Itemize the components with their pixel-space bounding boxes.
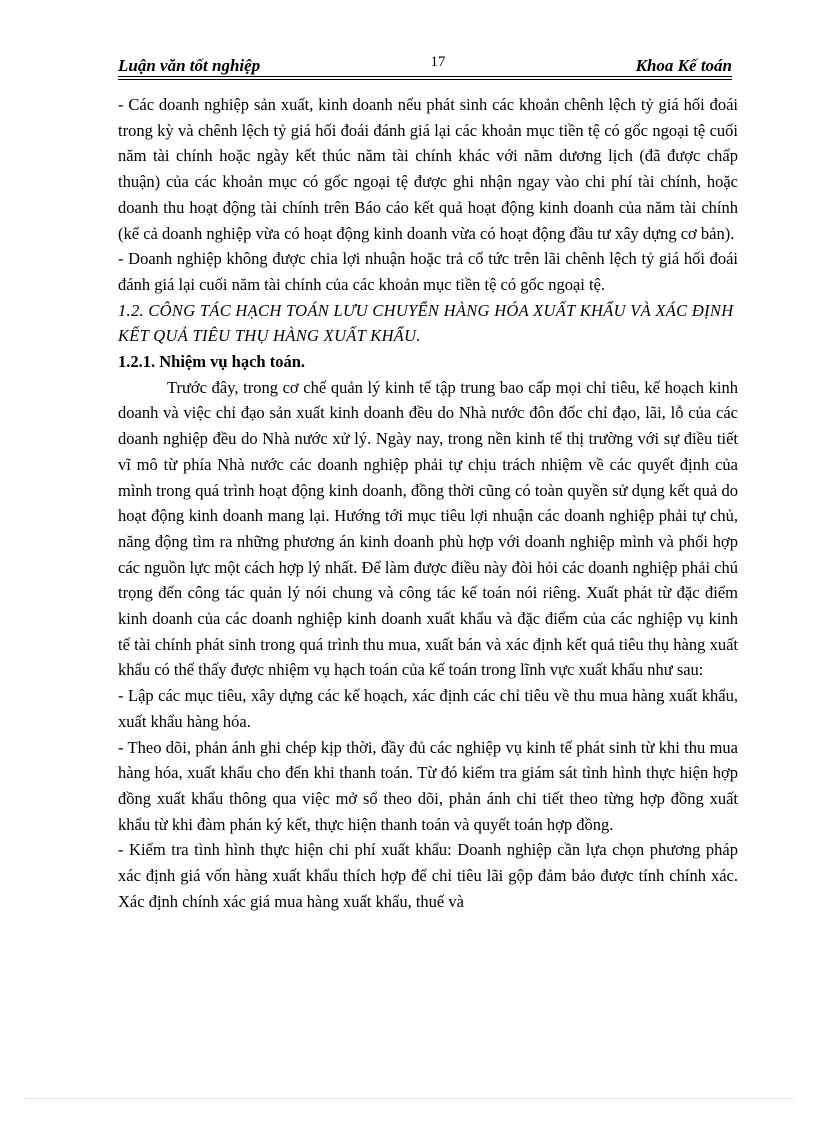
header-rule-thick [118,76,732,77]
page-body [118,92,738,915]
subsection-heading: 1.2.1. Nhiệm vụ hạch toán. [118,352,306,372]
page-number: 17 [430,54,446,70]
paragraph-accounting-tasks-intro: Trước đây, trong cơ chế quản lý kinh tế tập trung bao cấp mọi chỉ tiêu, kế hoạch kinh doanh và việc chỉ đạo sản xuất kinh doanh đều do Nhà nước đôn đốc chỉ đạo, lãi, lỗ của các doanh nghiệp đều do Nhà nước xử lý. Ngày nay, trong nền kinh tế thị trường với sự điều tiết vĩ mô từ phía Nhà nước các doanh nghiệp phải tự chịu trách nhiệm về các quyết định của mình trong quá trình hoạt động kinh doanh, đồng thời cũng có toàn quyền sử dụng kết quả do hoạt động kinh doanh mang lại. Hướng tới mục tiêu lợi nhuận các doanh nghiệp phải tự chủ, năng động tìm ra những phương án kinh doanh phù hợp với doanh nghiệp mình và phối hợp các nguồn lực một cách hợp lý nhất. Để làm được điều này đòi hỏi các doanh nghiệp phải chú trọng đến công tác quản lý nói chung và công tác kế toán nói riêng. Xuất phát từ đặc điểm kinh doanh của các doanh nghiệp kinh doanh xuất khẩu và đặc điểm của các nghiệp vụ kinh tế tài chính phát sinh trong quá trình thu mua, xuất bán và xác định kết quả tiêu thụ hàng xuất khẩu có thể thấy được nhiệm vụ hạch toán của kế toán trong lĩnh vực xuất khẩu như sau: [118,377,738,680]
page-bottom-border [24,1098,794,1099]
header-rule-thin [118,79,732,80]
paragraph-task-monitoring: - Theo dõi, phản ánh ghi chép kịp thời, đầy đủ các nghiệp vụ kinh tế phát sinh từ khi thu mua hàng hóa, xuất khẩu cho đến khi thanh toán. Từ đó kiểm tra giám sát tình hình thực hiện hợp đồng xuất khẩu thông qua việc mở sổ theo dõi, phản ánh chi tiết theo từng hợp đồng xuất khẩu từ khi đàm phán ký kết, thực hiện thanh toán và quyết toán hợp đồng. [118,737,738,834]
paragraph-exchange-rate-differences: - Các doanh nghiệp sản xuất, kinh doanh nếu phát sinh các khoản chênh lệch tỷ giá hối đoái trong kỳ và chênh lệch tỷ giá hối đoái đánh giá lại các khoản mục tiền tệ có gốc ngoại tệ cuối năm tài chính hoặc ngày kết thúc năm tài chính khác với năm dương lịch (đã được chấp thuận) của các khoản mục có gốc ngoại tệ được ghi nhận ngay vào chi phí tài chính, hoặc doanh thu hoạt động tài chính trên Báo cáo kết quả hoạt động kinh doanh của năm tài chính (kể cả doanh nghiệp vừa có hoạt động kinh doanh vừa có hoạt động đầu tư xây dựng cơ bản). [118,95,738,243]
paragraph-profit-distribution: - Doanh nghiệp không được chia lợi nhuận hoặc trả cổ tức trên lãi chênh lệch tỷ giá hối đoái đánh giá lại cuối năm tài chính của các khoản mục tiền tệ có gốc ngoại tệ. [118,249,738,294]
paragraph-task-planning: - Lập các mục tiêu, xây dựng các kế hoạch, xác định các chỉ tiêu về thu mua hàng xuất khẩu, xuất khẩu hàng hóa. [118,686,738,731]
section-heading: 1.2. CÔNG TÁC HẠCH TOÁN LƯU CHUYỂN HÀNG HÓA XUẤT KHẨU VÀ XÁC ĐỊNH KẾT QUẢ TIÊU THỤ HÀNG XUẤT KHẨU. [118,300,734,346]
header-faculty: Khoa Kế toán [635,56,732,75]
header-thesis-title: Luận văn tốt nghiệp [118,56,261,75]
page-header [118,52,732,78]
paragraph-task-cost-control: - Kiểm tra tình hình thực hiện chi phí xuất khẩu: Doanh nghiệp cần lựa chọn phương pháp xác định giá vốn hàng xuất khẩu thích hợp để chỉ tiêu lãi gộp đảm bảo được tính chính xác. Xác định chính xác giá mua hàng xuất khẩu, thuế và [118,840,738,911]
